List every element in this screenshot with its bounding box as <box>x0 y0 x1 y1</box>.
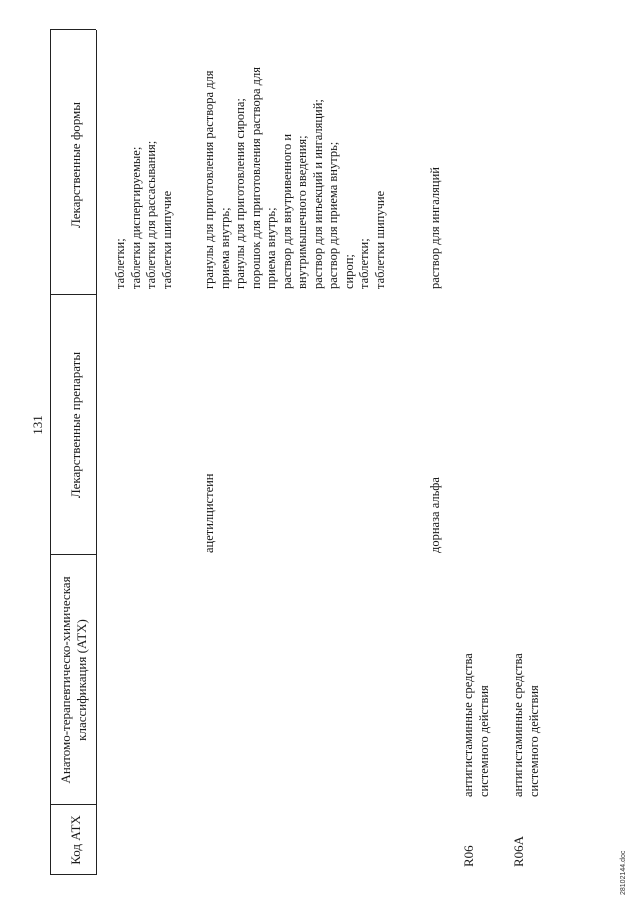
form-item: раствор для приема внутрь; <box>326 141 340 289</box>
table-top-border <box>50 30 51 875</box>
form-item: гранулы для приготовления сиропа; <box>233 98 247 289</box>
classification-line: системного действия <box>476 685 491 797</box>
forms-list-3 <box>428 29 444 289</box>
header-bottom-border <box>96 30 97 875</box>
form-item: приема внутрь; <box>264 207 278 289</box>
atc-code: R06A <box>511 835 526 867</box>
atc-classification <box>461 557 492 797</box>
header-drugs: Лекарственные препараты <box>68 351 83 499</box>
atc-classification <box>511 557 542 797</box>
form-item: приема внутрь; <box>217 207 232 289</box>
form-item: таблетки шипучие <box>372 190 387 289</box>
form-item: таблетки шипучие <box>159 190 174 289</box>
header-forms: Лекарственные формы <box>68 101 83 229</box>
forms-list-2 <box>202 29 388 289</box>
classification-line: антигистаминные средства <box>461 653 475 797</box>
classification-line: антигистаминные средства <box>511 653 525 797</box>
form-item: сироп; <box>341 254 356 289</box>
drug-name: дорназа альфа <box>428 477 442 553</box>
classification-line: системного действия <box>526 685 541 797</box>
page-number: 131 <box>30 415 45 435</box>
form-item: таблетки; <box>357 238 371 289</box>
form-item: таблетки диспергируемые; <box>128 146 143 289</box>
table-right-border <box>50 29 96 30</box>
atc-code: R06 <box>461 845 476 867</box>
header-classification: Анатомо-терапевтическо-химическая классификация (АТХ) <box>58 576 89 784</box>
form-item: раствор для внутривенного и <box>279 133 294 289</box>
form-item: внутримышечного введения; <box>295 135 309 289</box>
form-item: таблетки для рассасывания; <box>144 140 158 289</box>
document-filename: 28102144.doc <box>620 850 627 895</box>
form-item: раствор для инъекций и ингаляций; <box>310 99 325 289</box>
forms-list-1 <box>113 29 175 289</box>
form-item: порошок для приготовления раствора для <box>248 67 263 289</box>
form-item: таблетки; <box>113 238 127 289</box>
drug-name: ацетилцистеин <box>202 473 216 553</box>
form-item: гранулы для приготовления раствора для <box>202 70 216 289</box>
header-code: Код АТХ <box>68 815 83 865</box>
form-item: раствор для ингаляций <box>428 167 442 289</box>
